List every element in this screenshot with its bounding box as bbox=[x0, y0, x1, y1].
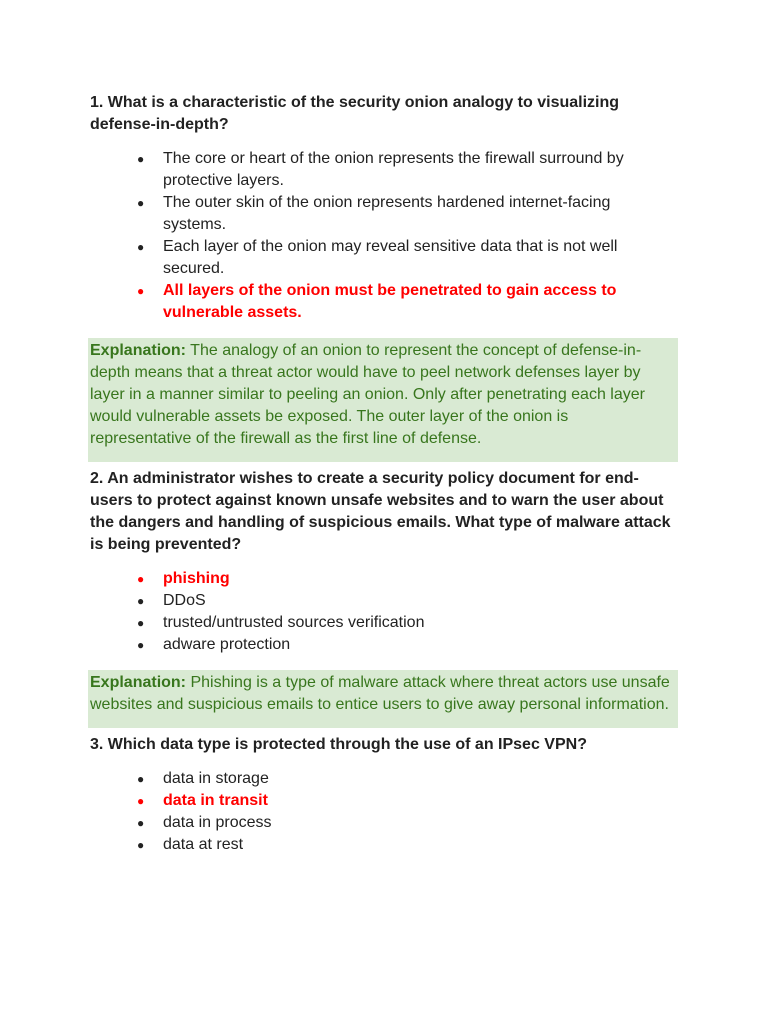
explanation-text: Phishing is a type of malware attack where threat actors use unsafe websites and suspicious emails to entice users to give away personal information. bbox=[90, 674, 670, 713]
answer-option: ● DDoS bbox=[137, 590, 643, 612]
answer-option: ● adware protection bbox=[137, 634, 643, 656]
question-text: 3. Which data type is protected through the use of an IPsec VPN? bbox=[90, 736, 587, 753]
answer-options bbox=[90, 768, 678, 856]
question-text: 2. An administrator wishes to create a security policy document for end-users to protect against known unsafe websites and to warn the user about the dangers and handling of suspicious emails. What type of malware attack is being prevented? bbox=[90, 470, 671, 553]
bullet-icon: ● bbox=[137, 816, 145, 830]
correct-answer-option: ● All layers of the onion must be penetrated to gain access to vulnerable assets. bbox=[137, 282, 617, 321]
answer-option: ● trusted/untrusted sources verification bbox=[137, 612, 643, 634]
bullet-icon: ● bbox=[137, 638, 145, 652]
explanation-label: Explanation: bbox=[90, 674, 187, 691]
answer-option: ● The core or heart of the onion represents the firewall surround by protective layers. bbox=[137, 150, 624, 189]
bullet-icon: ● bbox=[137, 152, 145, 166]
explanation-box bbox=[88, 338, 678, 462]
bullet-icon: ● bbox=[137, 772, 145, 786]
bullet-icon: ● bbox=[137, 240, 145, 254]
answer-option: ● data in storage bbox=[137, 768, 643, 790]
answer-option: ● data in process bbox=[137, 812, 643, 834]
correct-answer-option: ● data in transit bbox=[137, 790, 643, 812]
question-1 bbox=[90, 92, 678, 462]
bullet-icon: ● bbox=[137, 616, 145, 630]
explanation-label: Explanation: bbox=[90, 342, 187, 359]
bullet-icon: ● bbox=[137, 794, 145, 808]
explanation-box bbox=[88, 670, 678, 728]
bullet-icon: ● bbox=[137, 838, 145, 852]
correct-answer-option: ● phishing bbox=[137, 568, 643, 590]
bullet-icon: ● bbox=[137, 284, 145, 298]
answer-options bbox=[90, 568, 678, 656]
bullet-icon: ● bbox=[137, 196, 145, 210]
answer-options bbox=[90, 148, 678, 324]
bullet-icon: ● bbox=[137, 572, 145, 586]
answer-option: ● Each layer of the onion may reveal sensitive data that is not well secured. bbox=[137, 238, 618, 277]
question-text: 1. What is a characteristic of the security onion analogy to visualizing defense-in-depth? bbox=[90, 94, 620, 133]
answer-option: ● The outer skin of the onion represents hardened internet-facing systems. bbox=[137, 194, 611, 233]
question-3 bbox=[90, 734, 678, 856]
explanation-text: The analogy of an onion to represent the concept of defense-in-depth means that a threat actor would have to peel network defenses layer by layer in a manner similar to peeling an onion. Only after penetrating each layer would vulnerable assets be exposed. The outer layer of the onion is representative of the firewall as the first line of defense. bbox=[90, 342, 645, 447]
bullet-icon: ● bbox=[137, 594, 145, 608]
answer-option: ● data at rest bbox=[137, 834, 643, 856]
question-2 bbox=[90, 468, 678, 728]
